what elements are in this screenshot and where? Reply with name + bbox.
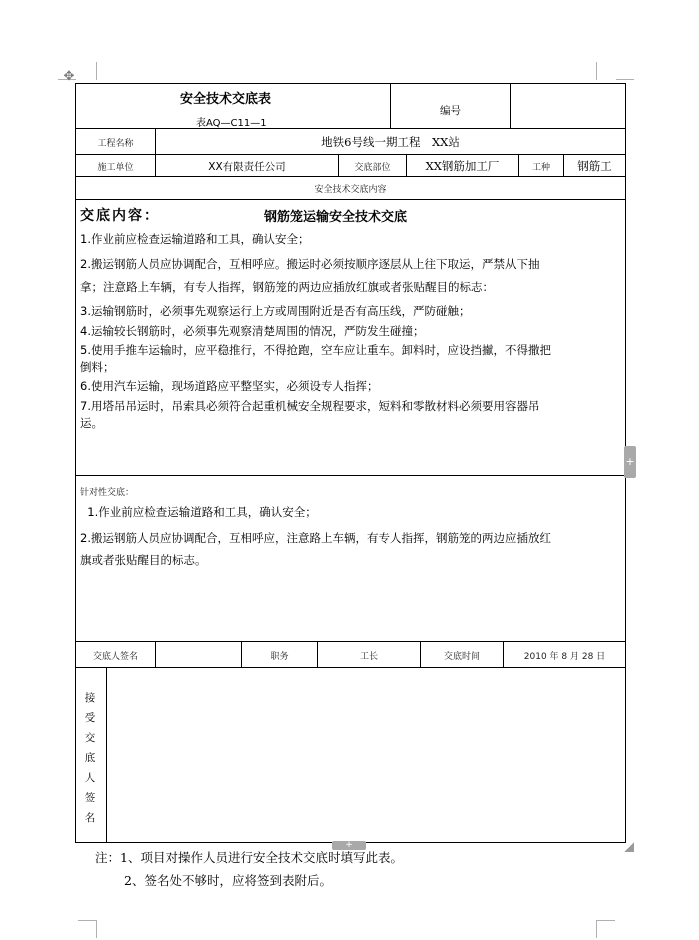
content-line: 4.运输较长钢筋时，必须事先观察清楚周围的情况，严防发生碰撞； [80, 324, 425, 338]
position-label: 职务 [270, 651, 289, 662]
time-label: 交底时间 [443, 651, 480, 662]
content-line: 运。 [80, 416, 103, 430]
project-label: 工程名称 [97, 138, 134, 149]
content-line: 6.使用汽车运输，现场道路应平整坚实，必须设专人指挥； [80, 379, 379, 393]
table-resize-handle-icon[interactable] [624, 842, 634, 852]
trade-label: 工种 [531, 162, 550, 173]
crop-mark-bottom-left-v [96, 920, 97, 938]
content-line: 倒料； [80, 360, 115, 374]
crop-mark-top-right-h [616, 79, 634, 80]
signer-label: 交底人签名 [92, 651, 138, 662]
content-line: 2.搬运钢筋人员应协调配合，互相呼应。搬运时必须按顺序逐层从上往下取运，严禁从下抽 [80, 257, 540, 271]
table-move-handle-icon[interactable]: ✥ [63, 69, 75, 84]
dept-label: 交底部位 [354, 162, 391, 173]
form-title: 安全技术交底表 [180, 92, 272, 107]
content-section-label: 安全技术交底内容 [75, 177, 626, 200]
content-line: 3.运输钢筋时，必须事先观察运行上方或周围附近是否有高压线，严防碰触； [80, 304, 471, 318]
crop-mark-top-left-v [96, 62, 97, 80]
time-value[interactable]: 2010 年 8 月 28 日 [523, 651, 606, 662]
content-line: 5.使用手推车运输时，应平稳推行，不得抢跑，空车应让重车。卸料时，应设挡擜，不得撒把 [80, 343, 551, 357]
content-line: 7.用塔吊吊运时，吊索具必须符合起重机械安全规程要求，短料和零散材料必须要用容器吊 [80, 399, 540, 413]
content-line: 拿；注意路上车辆，有专人指挥，钢筋笼的两边应插放红旗或者张贴醒目的标志： [80, 280, 494, 294]
note-line-1: 注：1、项目对操作人员进行安全技术交底时填写此表。 [95, 850, 403, 865]
trade-value[interactable]: 钢筋工 [577, 159, 612, 173]
number-label: 编号 [440, 104, 461, 117]
receivers-label: 接受交底人签名 [84, 692, 96, 824]
content-heading-label: 交底内容： [80, 208, 160, 224]
form-number: 表AQ—C11—1 [196, 118, 267, 129]
crop-mark-top-right-v [596, 62, 597, 80]
signer-value[interactable] [156, 642, 241, 668]
crop-mark-bottom-right-h [597, 920, 615, 921]
note-line-2: 2、签名处不够时，应将签到表附后。 [124, 873, 332, 888]
number-value[interactable] [511, 90, 625, 126]
crop-mark-bottom-right-v [596, 920, 597, 938]
add-column-handle-icon[interactable]: + [624, 446, 636, 478]
crop-mark-bottom-left-h [78, 920, 96, 921]
targeted-label: 针对性交底： [80, 488, 135, 498]
targeted-line: 2.搬运钢筋人员应协调配合，互相呼应，注意路上车辆，有专人指挥，钢筋笼的两边应插放红 [80, 531, 551, 545]
content-line: 1.作业前应检查运输道路和工具，确认安全； [80, 232, 310, 246]
targeted-line: 旗或者张贴醒目的标志。 [80, 553, 207, 567]
contractor-value[interactable]: XX有限责任公司 [208, 160, 286, 173]
add-row-handle-icon[interactable]: + [332, 841, 366, 850]
dept-value[interactable]: XX钢筋加工厂 [425, 159, 500, 173]
project-value[interactable]: 地铁6号线一期工程 XX站 [321, 135, 460, 149]
contractor-label: 施工单位 [97, 162, 134, 173]
content-heading-title: 钢筋笼运输安全技术交底 [264, 210, 408, 225]
targeted-line: 1.作业前应检查运输道路和工具，确认安全； [80, 505, 317, 519]
receivers-value[interactable] [107, 669, 625, 842]
position-value[interactable]: 工长 [359, 651, 378, 662]
